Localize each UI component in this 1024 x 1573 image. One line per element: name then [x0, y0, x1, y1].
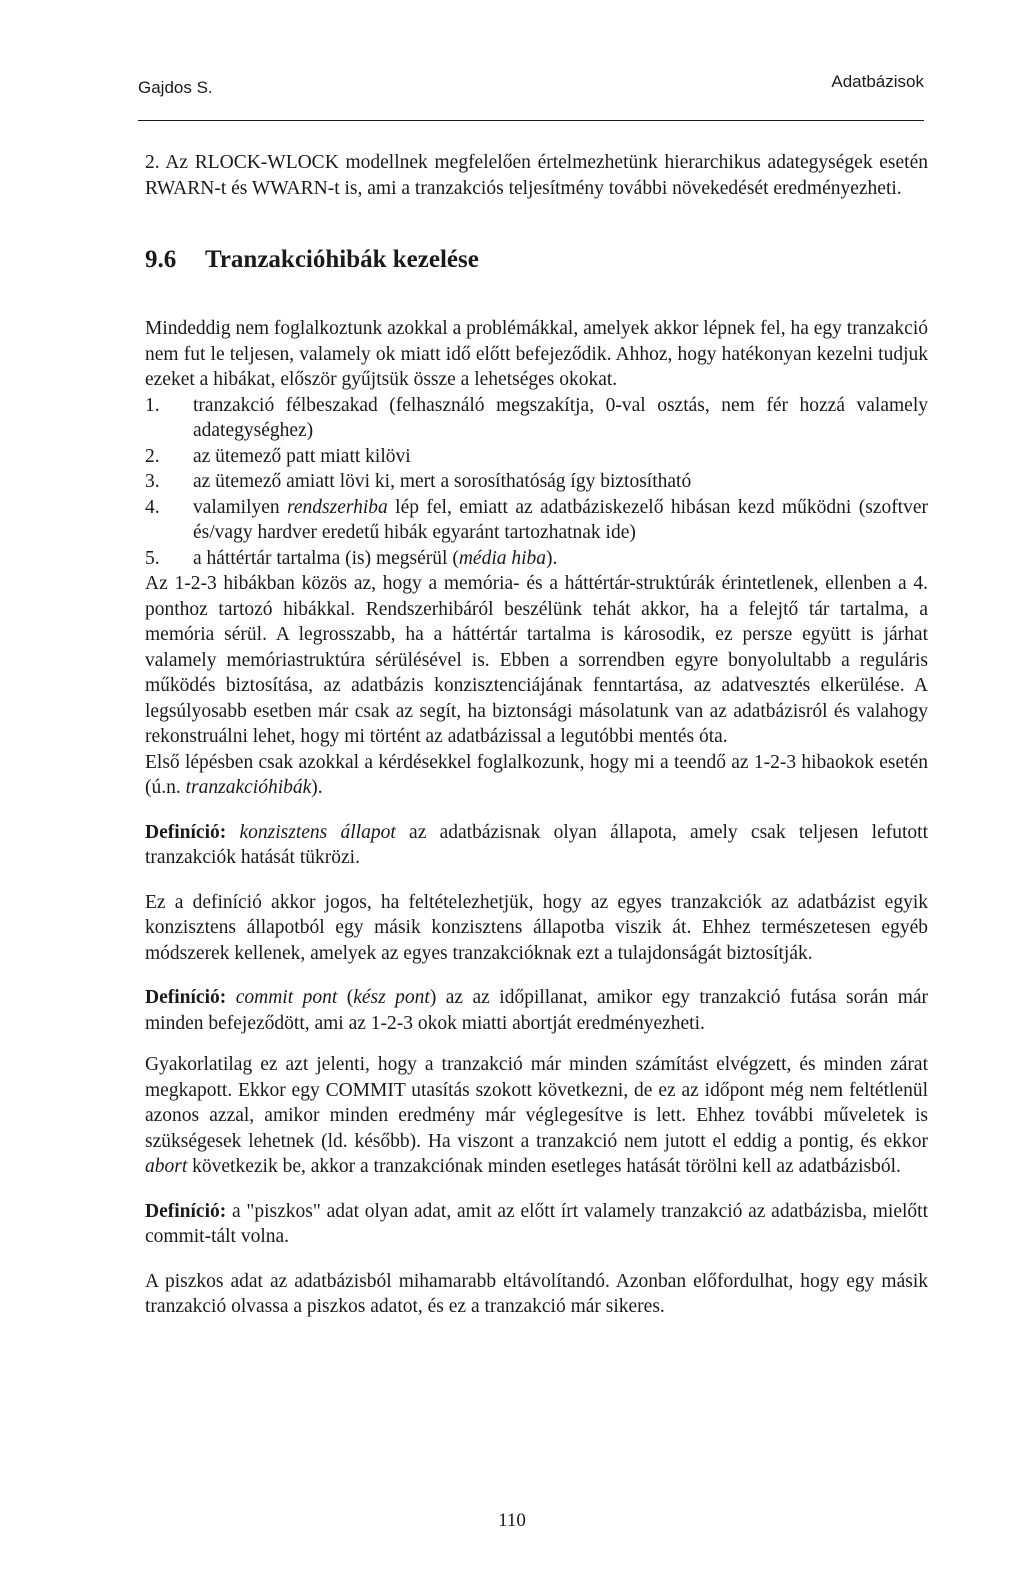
paragraph-first-step [145, 750, 928, 801]
running-header-author: Gajdos S. [138, 78, 213, 97]
paragraph-text: ). [311, 777, 323, 798]
running-header-title: Adatbázisok [831, 72, 924, 91]
list-item-number: 5. [145, 547, 160, 569]
paragraph-intro: Mindeddig nem foglalkoztunk azokkal a problémákkal, amelyek akkor lépnek fel, ha egy tranzakció nem fut le teljesen, valamely ok miatt idő előtt befejeződik. Ahhoz, hogy hatékonyan kezelni tudjuk ezeket a hibákat, először gyűjtsük össze a lehetséges okokat. [145, 318, 928, 390]
list-item-text-post: lép fel, emiatt az adatbáziskezelő hibásan kezd működni (szoftver és/vagy hardver eredetű hibák egyaránt tartozhatnak ide) [193, 496, 928, 543]
list-item [145, 546, 928, 572]
list-item-number: 4. [145, 496, 160, 518]
list-item [145, 469, 928, 495]
header-rule [138, 120, 924, 121]
term-emphasis: tranzakcióhibák [185, 777, 312, 798]
list-item-text-post: ). [546, 547, 558, 569]
definition-consistent-state [145, 820, 928, 871]
definition-text: a "piszkos" adat olyan adat, amit az előtt írt valamely tranzakció az adatbázisba, mielőtt commit-tált volna. [145, 1200, 928, 1247]
definition-text: ( [337, 987, 354, 1008]
intro-item-number: 2. [145, 152, 160, 173]
page-content [145, 150, 928, 1320]
definition-term: konzisztens állapot [239, 821, 396, 843]
list-item-number: 1. [145, 394, 160, 416]
paragraph-text: Első lépésben csak azokkal a kérdésekkel foglalkozunk, hogy mi a teendő az 1-2-3 hibaokok esetén (ú.n. [145, 751, 928, 798]
section-number: 9.6 [145, 246, 177, 273]
error-causes-list [145, 393, 928, 572]
list-item-text-pre: valamilyen [193, 496, 288, 518]
page-number: 110 [498, 1510, 526, 1531]
list-item-number: 3. [145, 471, 160, 492]
list-item-emphasis: média hiba [458, 547, 547, 569]
intro-list-item [145, 150, 928, 201]
paragraph-text: Gyakorlatilag ez azt jelenti, hogy a tranzakció már minden számítást elvégzett, és minden zárat megkapott. Ekkor egy COMMIT utasítás szokott következni, de ez az időpont még nem feltétlenül azonos azzal, amikor minden eredmény már véglegesítve is lett. Ehhez további műveletek is szükségesek lehetnek (ld. később). Ha viszont a tranzakció nem jutott el eddig a pontig, és ekkor [145, 1054, 928, 1152]
list-item-number: 2. [145, 445, 160, 467]
paragraph-error-types: Az 1-2-3 hibákban közös az, hogy a memória- és a háttértár-struktúrák érintetlenek, ellenben a 4. ponthoz tartozó hibákkal. Rendszerhibáról beszélünk tehát akkor, ha a felejtő tár tartalma, a memória sérül. A legrosszabb, ha a háttértár tartalma is károsodik, ez persze együtt is járhat valamely memóriastruktúra sérülésével is. Ebben a sorrendben egyre bonyolultabb a reguláris működés biztosítása, az adatbázis konzisztenciájának fenntartása, az adatvesztés elkerülése. A legsúlyosabb esetben már csak az segít, ha biztonsági másolatunk van az adatbázisról és valahogy rekonstruálni lehet, hogy mi történt az adatbázissal a legutóbbi mentés óta. [145, 573, 928, 747]
paragraph-commit-explanation [145, 1052, 928, 1180]
intro-item-text: Az RLOCK-WLOCK modellnek megfelelően értelmezhetünk hierarchikus adategységek esetén RWARN-t és WWARN-t is, ami a tranzakciós teljesítmény további növekedését eredményezheti. [145, 152, 928, 199]
definition-term: commit pont [235, 987, 338, 1008]
paragraph-definition-note: Ez a definíció akkor jogos, ha feltételezhetjük, hogy az egyes tranzakciók az adatbázist egyik konzisztens állapotból egy másik konzisztens állapotba viszik át. Ehhez természetesen egyéb módszerek kellenek, amelyek az egyes tranzakcióknak ezt a tulajdonságát biztosítják. [145, 891, 928, 964]
definition-text: az adatbázisnak olyan állapota, amely csak teljesen lefutott tranzakciók hatását tükrözi. [145, 821, 928, 868]
list-item-emphasis: rendszerhiba [287, 496, 388, 518]
definition-commit-point [145, 985, 928, 1036]
definition-text: ) az az időpillanat, amikor egy tranzakció futása során már minden befejeződött, ami az 1-2-3 okok miatti abortját eredményezheti. [145, 987, 929, 1034]
list-item [145, 444, 928, 470]
list-item [145, 495, 928, 546]
definition-label: Definíció: [145, 1200, 227, 1222]
section-title: Tranzakcióhibák kezelése [205, 246, 479, 273]
definition-dirty-data [145, 1199, 928, 1250]
list-item [145, 393, 928, 444]
section-heading [145, 244, 928, 276]
list-item-text: az ütemező amiatt lövi ki, mert a sorosíthatóság így biztosítható [193, 471, 692, 492]
paragraph-text: következik be, akkor a tranzakciónak minden esetleges hatását törölni kell az adatbázisból. [187, 1156, 901, 1177]
list-item-text-pre: a háttértár tartalma (is) megsérül ( [193, 547, 459, 569]
definition-term-alt: kész pont [353, 987, 430, 1008]
list-item-text: tranzakció félbeszakad (felhasználó megszakítja, 0-val osztás, nem fér hozzá valamely adategységhez) [193, 394, 928, 441]
definition-label: Definíció: [145, 821, 227, 843]
list-item-text: az ütemező patt miatt kilövi [193, 445, 411, 467]
term-emphasis: abort [145, 1156, 188, 1177]
paragraph-dirty-data: A piszkos adat az adatbázisból mihamarabb eltávolítandó. Azonban előfordulhat, hogy egy másik tranzakció olvassa a piszkos adatot, és ez a tranzakció már sikeres. [145, 1270, 928, 1317]
definition-label: Definíció: [145, 987, 227, 1008]
